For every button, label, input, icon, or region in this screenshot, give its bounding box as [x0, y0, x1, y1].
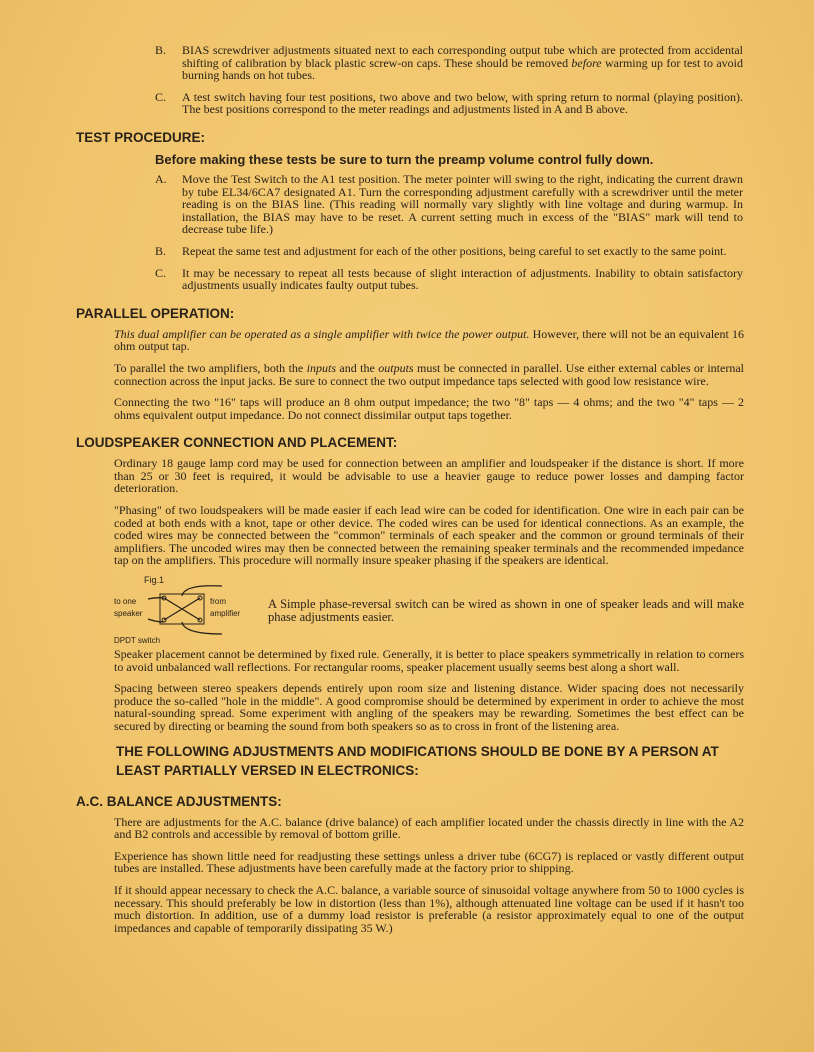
item-text: Move the Test Switch to the A1 test position. The meter pointer will swing to the right, indicating the current drawn by tube EL34/6CA7 designated A1. Turn the corresponding adjustment carefully with a screwdriver until the meter reading is on the BIAS line. (This reading will normally vary slightly with line voltage and during warmup. In installation, the BIAS may have to be reset. A current setting much in excess of the "BIAS" mark will tend to decrease tube life.): [182, 171, 743, 237]
figure-caption: A Simple phase-reversal switch can be wired as shown in one of speaker leads and will make phase adjustments easier.: [268, 597, 744, 625]
heading-loudspeaker: LOUDSPEAKER CONNECTION AND PLACEMENT:: [76, 435, 398, 451]
paragraph: "Phasing" of two loudspeakers will be made easier if each lead wire can be coded for identification. One wire in each pair can be coded at both ends with a knot, tape or other device. The coded wires can be used for identical connections. As an example, the coded wires may be connected between the "common" terminals of each speaker and the common or ground terminals of their amplifiers. The uncoded wires may then be connected between the remaining speaker terminals and the recommended impedance tap on the amplifiers. This procedure will normally insure speaker phasing if the speakers are identical.: [114, 503, 744, 568]
item-label: C.: [155, 89, 167, 104]
figure-text: to one: [114, 597, 137, 607]
figure-label: Fig.1: [144, 575, 165, 586]
paragraph: Ordinary 18 gauge lamp cord may be used for connection between an amplifier and loudspeaker if the distance is short. If more than 25 or 30 feet is required, it would be advisable to use a heavier gauge to reduce power losses and damping factor deterioration.: [114, 456, 744, 496]
paragraph: Connecting the two "16" taps will produce an 8 ohm output impedance; the two "8" taps — 4 ohms; and the two "4" taps — 2 ohms equivalent output impedance. Do not connect dissimilar output taps together.: [114, 395, 744, 422]
paragraph: [114, 328, 744, 353]
heading-ac-balance: A.C. BALANCE ADJUSTMENTS:: [76, 793, 282, 809]
emphasis: This dual amplifier can be operated as a single amplifier with twice the power output.: [114, 326, 530, 341]
paragraph: There are adjustments for the A.C. balance (drive balance) of each amplifier located under the chassis directly in line with the A2 and B2 controls and accessible by removal of bottom grille.: [114, 814, 744, 842]
figure-dpdt-switch: [112, 576, 262, 646]
emphasis: before: [571, 55, 602, 70]
text-part: must be connected in parallel. Use either external cables or internal connection across the input jacks. Be sure to connect the two output impedance taps selected with good low resistance wire.: [114, 360, 744, 388]
list-item-c: [155, 267, 743, 292]
item-label: A.: [155, 171, 167, 186]
figure-text: from: [210, 597, 226, 607]
item-label: B.: [155, 43, 167, 57]
text-part: warming up for test to avoid burning hands on hot tubes.: [182, 55, 743, 83]
item-text: [182, 44, 743, 82]
figure-row: [112, 576, 744, 646]
list-item-b: [155, 245, 743, 258]
figure-text: DPDT switch: [114, 636, 161, 646]
text-part: However, there will not be an equivalent 16 ohm output tap.: [114, 326, 744, 354]
paragraph: [114, 362, 744, 387]
item-label: B.: [155, 243, 167, 258]
item-text: A test switch having four test positions, two above and two below, with spring return to normal (playing position). The best positions correspond to the meter readings and adjustments listed in A and B above.: [182, 89, 743, 117]
paragraph: Experience has shown little need for readjusting these settings unless a driver tube (6CG7) is replaced or vastly different output tubes are installed. These adjustments have been carefully made at the factory prior to shipping.: [114, 848, 744, 876]
text-part: To parallel the two amplifiers, both the: [114, 360, 307, 375]
list-item-a: [155, 173, 743, 236]
figure-text: amplifier: [210, 609, 241, 619]
subheading-warning: Before making these tests be sure to turn the preamp volume control fully down.: [155, 151, 654, 167]
text-part: and the: [336, 360, 379, 375]
paragraph: Speaker placement cannot be determined by fixed rule. Generally, it is better to place speakers symmetrically in relation to corners to avoid unbalanced wall reflections. For rectangular rooms, speaker placement usually seems best along a short wall.: [114, 647, 744, 674]
item-text: Repeat the same test and adjustment for each of the other positions, being careful to set exactly to the same point.: [182, 243, 727, 258]
figure-text: speaker: [114, 609, 143, 619]
list-item-c: [155, 91, 743, 116]
item-label: C.: [155, 265, 167, 280]
item-text: It may be necessary to repeat all tests because of slight interaction of adjustments. Inability to obtain satisfactory adjustments usually indicates faulty output tubes.: [182, 265, 743, 293]
list-item-b: [155, 44, 743, 82]
paragraph: Spacing between stereo speakers depends entirely upon room size and listening distance. Wider spacing does not necessarily produce the so-called "hole in the middle". A good compromise should be determined by experiment in order to achieve the most natural-sounding spread. Some experiment with angling of the speakers may be rewarding. Sometimes the best effect can be secured by directing or beaming the sound from both speakers so as to cross in front of the listening area.: [114, 681, 744, 733]
notice-heading: THE FOLLOWING ADJUSTMENTS AND MODIFICATIONS SHOULD BE DONE BY A PERSON AT LEAST PARTIALLY VERSED IN ELECTRONICS:: [116, 743, 719, 778]
heading-test-procedure: TEST PROCEDURE:: [76, 129, 206, 145]
text-part: BIAS screwdriver adjustments situated next to each corresponding output tube which are protected from accidental shifting of calibration by black plastic screw-on caps. These should be removed: [182, 43, 743, 70]
paragraph: If it should appear necessary to check the A.C. balance, a variable source of sinusoidal voltage anywhere from 50 to 1000 cycles is necessary. This should preferably be low in distortion (less than 1%), although attenuated line voltage can be used if it hasn't too much distortion. In addition, use of a dummy load resistor is preferable (a resistor approximately equal to one of the output impedances and capable of temporarily dissipating 35 W.): [114, 882, 744, 935]
emphasis: inputs: [306, 360, 337, 375]
emphasis: outputs: [378, 360, 414, 375]
document-body: [0, 44, 814, 943]
heading-parallel-operation: PARALLEL OPERATION:: [76, 305, 235, 321]
